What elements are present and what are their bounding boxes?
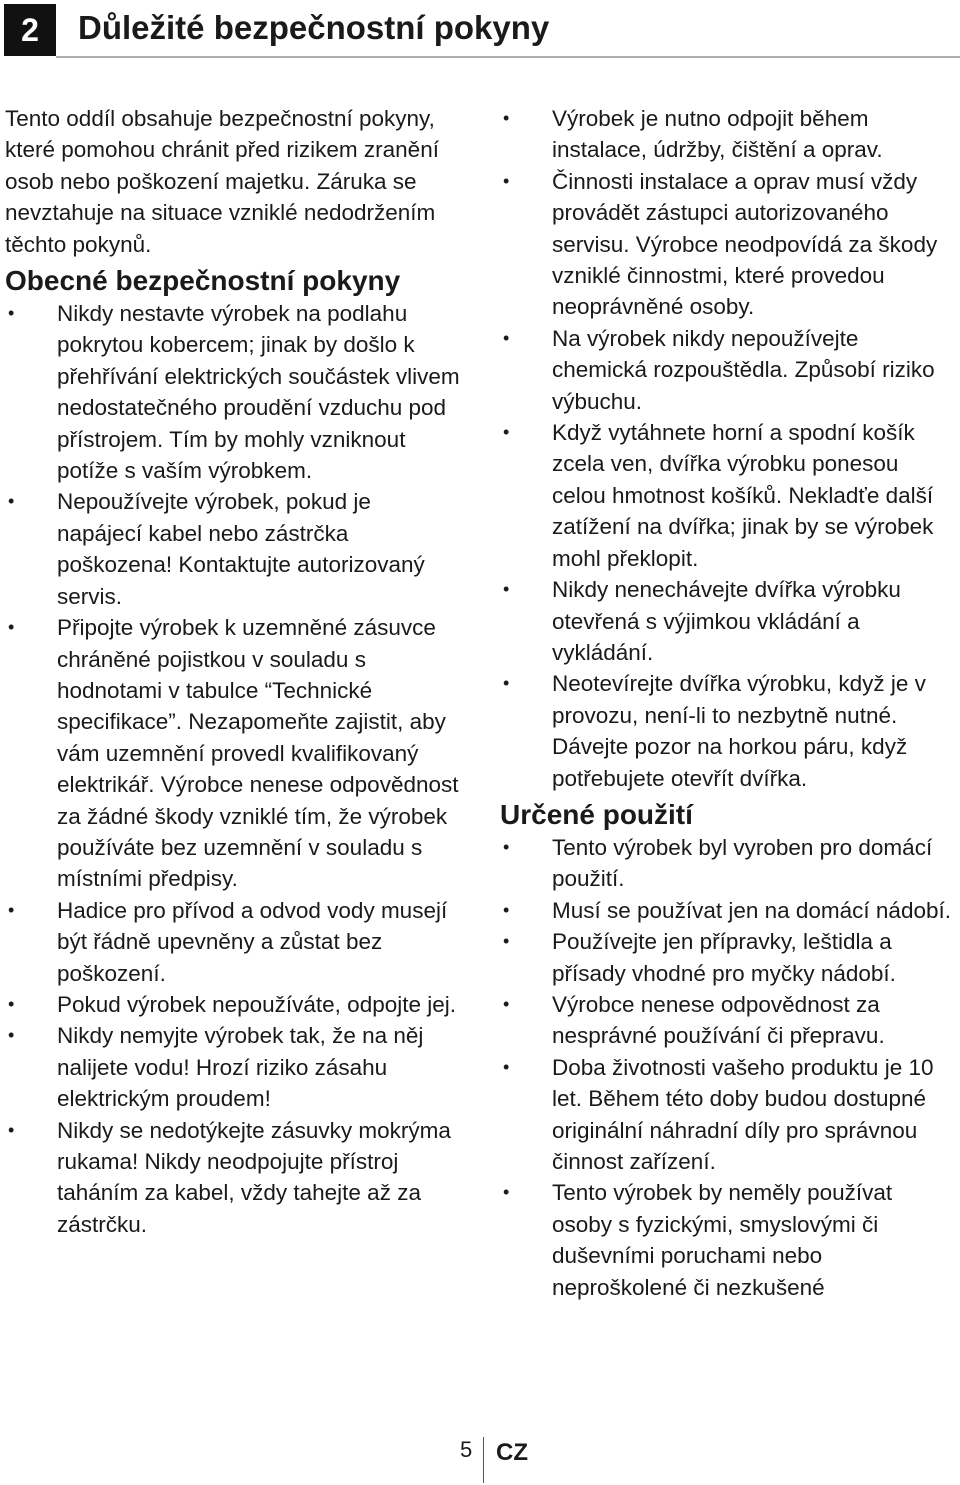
list-item: • Neotevírejte dvířka výrobku, když je v provozu, není-li to nezbytně nutné. Dávejte pozor na horkou páru, když potřebujete otevřít dvířka. [500, 668, 958, 794]
list-item: • Nikdy nestavte výrobek na podlahu pokrytou kobercem; jinak by došlo k přehřívání elektrických součástek vlivem nedostatečného proudění vzduchu pod přístrojem. Tím by mohly vzniknout potíže s vaším výrobkem. [5, 298, 460, 486]
list-item: • Hadice pro přívod a odvod vody musejí být řádně upevněny a zůstat bez poškození. [5, 895, 460, 989]
list-item: • Nikdy nemyjte výrobek tak, že na něj nalijete vodu! Hrozí riziko zásahu elektrickým proudem! [5, 1020, 460, 1114]
list-item: • Používejte jen přípravky, leštidla a přísady vhodné pro myčky nádobí. [500, 926, 958, 989]
general-safety-list-continued [500, 103, 958, 794]
general-safety-list [5, 298, 460, 1240]
page-header [0, 0, 960, 62]
intended-use-heading: Určené použití [500, 798, 693, 830]
list-item: • Tento výrobek byl vyroben pro domácí použití. [500, 832, 958, 895]
right-column [500, 103, 958, 1303]
page-footer [0, 1437, 960, 1485]
list-item: • Nepoužívejte výrobek, pokud je napájecí kabel nebo zástrčka poškozena! Kontaktujte autorizovaný servis. [5, 486, 460, 612]
list-item: • Činnosti instalace a oprav musí vždy provádět zástupci autorizovaného servisu. Výrobce neodpovídá za škody vzniklé činnostmi, které provedou neoprávněné osoby. [500, 166, 958, 323]
footer-divider [483, 1437, 484, 1483]
list-item: • Výrobce nenese odpovědnost za nesprávné používání či přepravu. [500, 989, 958, 1052]
list-item: • Tento výrobek by neměly používat osoby s fyzickými, smyslovými či duševními poruchami nebo neproškolené či nezkušené [500, 1177, 958, 1303]
list-item: • Výrobek je nutno odpojit během instalace, údržby, čištění a oprav. [500, 103, 958, 166]
intro-paragraph: Tento oddíl obsahuje bezpečnostní pokyny, které pomohou chránit před rizikem zranění osob nebo poškození majetku. Záruka se nevztahuje na situace vzniklé nedodržením těchto pokynů. [5, 106, 439, 257]
general-safety-heading: Obecné bezpečnostní pokyny [5, 265, 401, 297]
list-item: • Nikdy nenechávejte dvířka výrobku otevřená s výjimkou vkládání a vykládání. [500, 574, 958, 668]
list-item: • Na výrobek nikdy nepoužívejte chemická rozpouštědla. Způsobí riziko výbuchu. [500, 323, 958, 417]
list-item: • Když vytáhnete horní a spodní košík zcela ven, dvířka výrobku ponesou celou hmotnost košíků. Nekladťe další zatížení na dvířka; jinak by se výrobek mohl překlopit. [500, 417, 958, 574]
chapter-title: Důležité bezpečnostní pokyny [78, 9, 550, 46]
list-item: • Pokud výrobek nepoužíváte, odpojte jej. [5, 989, 460, 1020]
header-divider [56, 56, 960, 58]
language-code: CZ [496, 1439, 528, 1466]
page-number: 5 [460, 1437, 473, 1462]
intended-use-list [500, 832, 958, 1303]
list-item: • Doba životnosti vašeho produktu je 10 let. Během této doby budou dostupné originální náhradní díly pro správnou činnost zařízení. [500, 1052, 958, 1178]
list-item: • Musí se používat jen na domácí nádobí. [500, 895, 958, 926]
list-item: • Připojte výrobek k uzemněné zásuvce chráněné pojistkou v souladu s hodnotami v tabulce “Technické specifikace”. Nezapomeňte zajistit, aby vám uzemnění provedl kvalifikovaný elektrikář. Výrobce nenese odpovědnost za žádné škody vzniklé tím, že výrobek používáte bez uzemnění v souladu s místními předpisy. [5, 612, 460, 895]
list-item: • Nikdy se nedotýkejte zásuvky mokrýma rukama! Nikdy neodpojujte přístroj taháním za kabel, vždy tahejte až za zástrčku. [5, 1115, 460, 1241]
chapter-number-badge: 2 [4, 4, 56, 56]
left-column [5, 103, 460, 1240]
